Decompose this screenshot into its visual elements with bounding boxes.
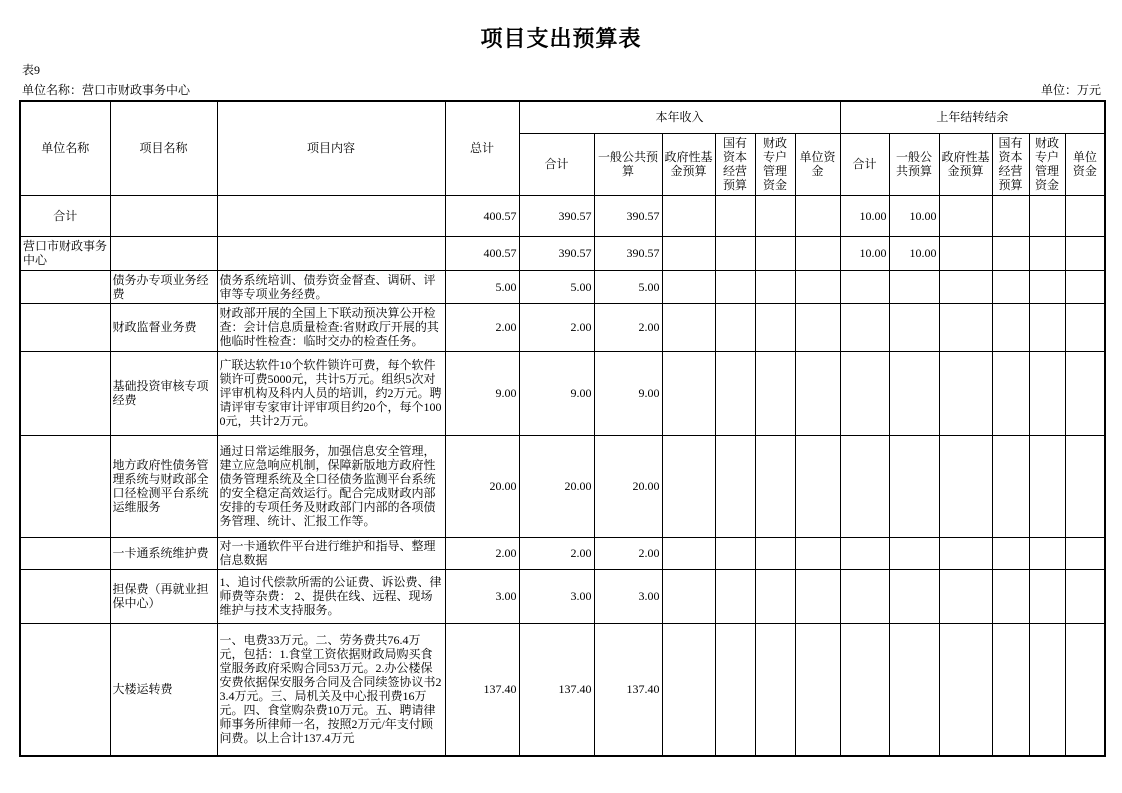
table-meta xyxy=(19,63,1104,100)
table-cell xyxy=(715,537,755,569)
table-row xyxy=(20,236,1105,270)
header-project-name: 项目名称 xyxy=(110,101,217,195)
table-cell xyxy=(715,270,755,303)
table-cell: 9.00 xyxy=(445,351,519,435)
header-group-row xyxy=(20,101,1105,133)
table-cell xyxy=(992,623,1029,756)
unit-measure: 单位：万元 xyxy=(1040,83,1101,97)
table-cell xyxy=(795,236,840,270)
table-cell xyxy=(1029,569,1065,623)
table-cell: 137.40 xyxy=(594,623,662,756)
table-cell: 10.00 xyxy=(889,195,939,236)
table-cell: 390.57 xyxy=(519,195,594,236)
page-title: 项目支出预算表 xyxy=(480,26,642,51)
table-cell: 2.00 xyxy=(445,303,519,351)
meta-line xyxy=(19,83,1104,100)
table-cell xyxy=(20,623,110,756)
table-cell: 债务系统培训、债券资金督查、调研、评审等专项业务经费。 xyxy=(217,270,445,303)
table-cell: 5.00 xyxy=(519,270,594,303)
table-cell xyxy=(715,435,755,537)
table-cell xyxy=(110,195,217,236)
table-cell xyxy=(662,303,715,351)
table-cell xyxy=(217,236,445,270)
table-cell: 400.57 xyxy=(445,236,519,270)
table-cell xyxy=(20,435,110,537)
header-py-fiscal-account-funds: 财政专户管理资金 xyxy=(1029,133,1065,195)
table-cell xyxy=(795,303,840,351)
table-cell xyxy=(662,623,715,756)
table-cell xyxy=(662,351,715,435)
table-cell xyxy=(840,623,889,756)
table-cell: 营口市财政事务中心 xyxy=(20,236,110,270)
table-cell xyxy=(755,435,795,537)
table-cell xyxy=(889,270,939,303)
table-cell xyxy=(840,537,889,569)
table-row xyxy=(20,303,1105,351)
table-cell xyxy=(662,569,715,623)
table-cell: 广联达软件10个软件锁许可费，每个软件锁许可费5000元，共计5万元。组织5次对评审机构及科内人员的培训，约2万元。聘请评审专家审计评审项目约20个，每个1000元，共计2万元。 xyxy=(217,351,445,435)
table-cell xyxy=(1065,303,1105,351)
table-cell xyxy=(1065,195,1105,236)
table-cell xyxy=(755,351,795,435)
table-cell xyxy=(992,435,1029,537)
header-py-state-capital-budget: 国有资本经营预算 xyxy=(992,133,1029,195)
budget-table xyxy=(19,100,1106,757)
table-number: 表9 xyxy=(22,63,41,77)
table-cell xyxy=(795,351,840,435)
table-cell xyxy=(217,195,445,236)
table-cell: 合计 xyxy=(20,195,110,236)
table-cell xyxy=(715,195,755,236)
table-body xyxy=(20,195,1105,756)
table-cell: 一、电费33万元。二、劳务费共76.4万元，包括：1.食堂工资依据财政局购买食堂服务政府采购合同53万元。2.办公楼保安费依据保安服务合同及合同续签协议书23.4万元。三、局机关及中心报刊费16万元。四、食堂购杂费10万元。五、聘请律师事务所律师一名，按照2万元/年支付顾问费。以上合计137.4万元 xyxy=(217,623,445,756)
table-cell xyxy=(992,569,1029,623)
header-py-govt-fund-budget: 政府性基金预算 xyxy=(939,133,992,195)
table-cell xyxy=(939,623,992,756)
table-cell xyxy=(1029,435,1065,537)
table-cell: 3.00 xyxy=(445,569,519,623)
table-cell: 财政部开展的全国上下联动预决算公开检查：会计信息质量检查:省财政厅开展的其他临时性检查：临时交办的检查任务。 xyxy=(217,303,445,351)
table-cell: 5.00 xyxy=(594,270,662,303)
table-cell xyxy=(20,270,110,303)
table-cell: 20.00 xyxy=(594,435,662,537)
table-cell: 2.00 xyxy=(445,537,519,569)
table-cell xyxy=(20,303,110,351)
header-py-unit-funds: 单位资金 xyxy=(1065,133,1105,195)
table-cell xyxy=(110,236,217,270)
table-cell xyxy=(939,351,992,435)
table-cell xyxy=(1029,270,1065,303)
table-cell xyxy=(715,303,755,351)
table-cell xyxy=(715,569,755,623)
header-cy-total: 合计 xyxy=(519,133,594,195)
table-row xyxy=(20,195,1105,236)
table-cell xyxy=(1029,623,1065,756)
table-cell xyxy=(889,351,939,435)
table-cell xyxy=(939,236,992,270)
table-cell xyxy=(840,569,889,623)
header-unit-name: 单位名称 xyxy=(20,101,110,195)
table-cell xyxy=(840,303,889,351)
table-cell xyxy=(795,195,840,236)
table-cell xyxy=(1065,569,1105,623)
table-cell xyxy=(755,236,795,270)
table-cell xyxy=(795,623,840,756)
table-cell: 9.00 xyxy=(594,351,662,435)
table-cell xyxy=(1029,303,1065,351)
header-cy-unit-funds: 单位资金 xyxy=(795,133,840,195)
table-cell xyxy=(840,435,889,537)
table-cell: 2.00 xyxy=(519,303,594,351)
table-cell xyxy=(20,537,110,569)
table-cell: 20.00 xyxy=(445,435,519,537)
table-cell: 基础投资审核专项经费 xyxy=(110,351,217,435)
table-cell: 担保费（再就业担保中心） xyxy=(110,569,217,623)
table-cell: 400.57 xyxy=(445,195,519,236)
table-cell: 对一卡通软件平台进行维护和指导、整理信息数据 xyxy=(217,537,445,569)
table-cell xyxy=(662,195,715,236)
table-row xyxy=(20,351,1105,435)
table-cell xyxy=(662,435,715,537)
table-cell: 390.57 xyxy=(594,236,662,270)
header-py-total: 合计 xyxy=(840,133,889,195)
table-cell xyxy=(1065,270,1105,303)
table-cell xyxy=(795,270,840,303)
table-cell xyxy=(992,236,1029,270)
header-cy-govt-fund-budget: 政府性基金预算 xyxy=(662,133,715,195)
table-cell xyxy=(889,303,939,351)
table-cell xyxy=(662,236,715,270)
table-cell: 通过日常运维服务，加强信息安全管理，建立应急响应机制，保障新版地方政府性债务管理系统及全口径债务监测平台系统的安全稳定高效运行。配合完成财政内部安排的专项任务及财政部门内部的各项债务管理、统计、汇报工作等。 xyxy=(217,435,445,537)
table-cell: 一卡通系统维护费 xyxy=(110,537,217,569)
table-cell: 10.00 xyxy=(840,195,889,236)
table-cell xyxy=(939,569,992,623)
table-cell xyxy=(755,270,795,303)
table-cell: 10.00 xyxy=(840,236,889,270)
table-cell xyxy=(715,623,755,756)
table-cell xyxy=(939,537,992,569)
table-cell: 财政监督业务费 xyxy=(110,303,217,351)
table-row xyxy=(20,270,1105,303)
table-cell xyxy=(1029,195,1065,236)
table-cell xyxy=(992,351,1029,435)
table-cell xyxy=(1065,537,1105,569)
table-cell xyxy=(755,537,795,569)
table-cell xyxy=(795,537,840,569)
table-cell: 10.00 xyxy=(889,236,939,270)
table-cell xyxy=(939,195,992,236)
table-cell: 390.57 xyxy=(594,195,662,236)
table-cell xyxy=(1029,236,1065,270)
table-cell xyxy=(662,537,715,569)
table-cell xyxy=(1065,623,1105,756)
table-cell xyxy=(992,303,1029,351)
table-cell xyxy=(1029,351,1065,435)
table-cell: 2.00 xyxy=(519,537,594,569)
table-row xyxy=(20,537,1105,569)
table-cell xyxy=(795,435,840,537)
header-cy-fiscal-account-funds: 财政专户管理资金 xyxy=(755,133,795,195)
table-cell xyxy=(1029,537,1065,569)
table-cell: 3.00 xyxy=(519,569,594,623)
table-cell: 20.00 xyxy=(519,435,594,537)
table-cell xyxy=(755,569,795,623)
table-cell xyxy=(889,569,939,623)
table-cell: 3.00 xyxy=(594,569,662,623)
table-cell xyxy=(1065,435,1105,537)
header-grand-total: 总计 xyxy=(445,101,519,195)
table-cell xyxy=(939,270,992,303)
header-group-current-year-income: 本年收入 xyxy=(519,101,840,133)
table-cell xyxy=(1065,351,1105,435)
table-cell xyxy=(939,435,992,537)
table-cell xyxy=(992,270,1029,303)
header-cy-general-public-budget: 一般公共预算 xyxy=(594,133,662,195)
table-row xyxy=(20,435,1105,537)
table-cell xyxy=(755,303,795,351)
table-row xyxy=(20,623,1105,756)
table-cell xyxy=(20,351,110,435)
table-cell xyxy=(939,303,992,351)
table-cell xyxy=(889,435,939,537)
table-cell xyxy=(889,537,939,569)
table-cell xyxy=(715,351,755,435)
table-cell: 5.00 xyxy=(445,270,519,303)
table-cell: 137.40 xyxy=(519,623,594,756)
table-cell: 地方政府性债务管理系统与财政部全口径检测平台系统运维服务 xyxy=(110,435,217,537)
table-cell xyxy=(662,270,715,303)
table-cell xyxy=(755,623,795,756)
table-cell: 2.00 xyxy=(594,537,662,569)
header-py-general-public-budget: 一般公共预算 xyxy=(889,133,939,195)
header-project-content: 项目内容 xyxy=(217,101,445,195)
table-cell xyxy=(992,537,1029,569)
table-cell: 债务办专项业务经费 xyxy=(110,270,217,303)
table-cell: 大楼运转费 xyxy=(110,623,217,756)
table-cell: 1、追讨代偿款所需的公证费、诉讼费、律师费等杂费： 2、提供在线、远程、现场维护与技术支持服务。 xyxy=(217,569,445,623)
table-cell xyxy=(795,569,840,623)
table-cell xyxy=(992,195,1029,236)
table-cell xyxy=(20,569,110,623)
table-row xyxy=(20,569,1105,623)
table-cell: 9.00 xyxy=(519,351,594,435)
table-cell xyxy=(755,195,795,236)
table-cell: 137.40 xyxy=(445,623,519,756)
table-cell xyxy=(889,623,939,756)
table-cell xyxy=(840,270,889,303)
table-cell: 390.57 xyxy=(519,236,594,270)
unit-name: 单位名称：营口市财政事务中心 xyxy=(22,83,191,97)
table-cell xyxy=(715,236,755,270)
table-cell: 2.00 xyxy=(594,303,662,351)
table-cell xyxy=(1065,236,1105,270)
header-cy-state-capital-budget: 国有资本经营预算 xyxy=(715,133,755,195)
table-header xyxy=(20,101,1105,195)
table-cell xyxy=(840,351,889,435)
header-group-prior-year-carryover: 上年结转结余 xyxy=(840,101,1105,133)
